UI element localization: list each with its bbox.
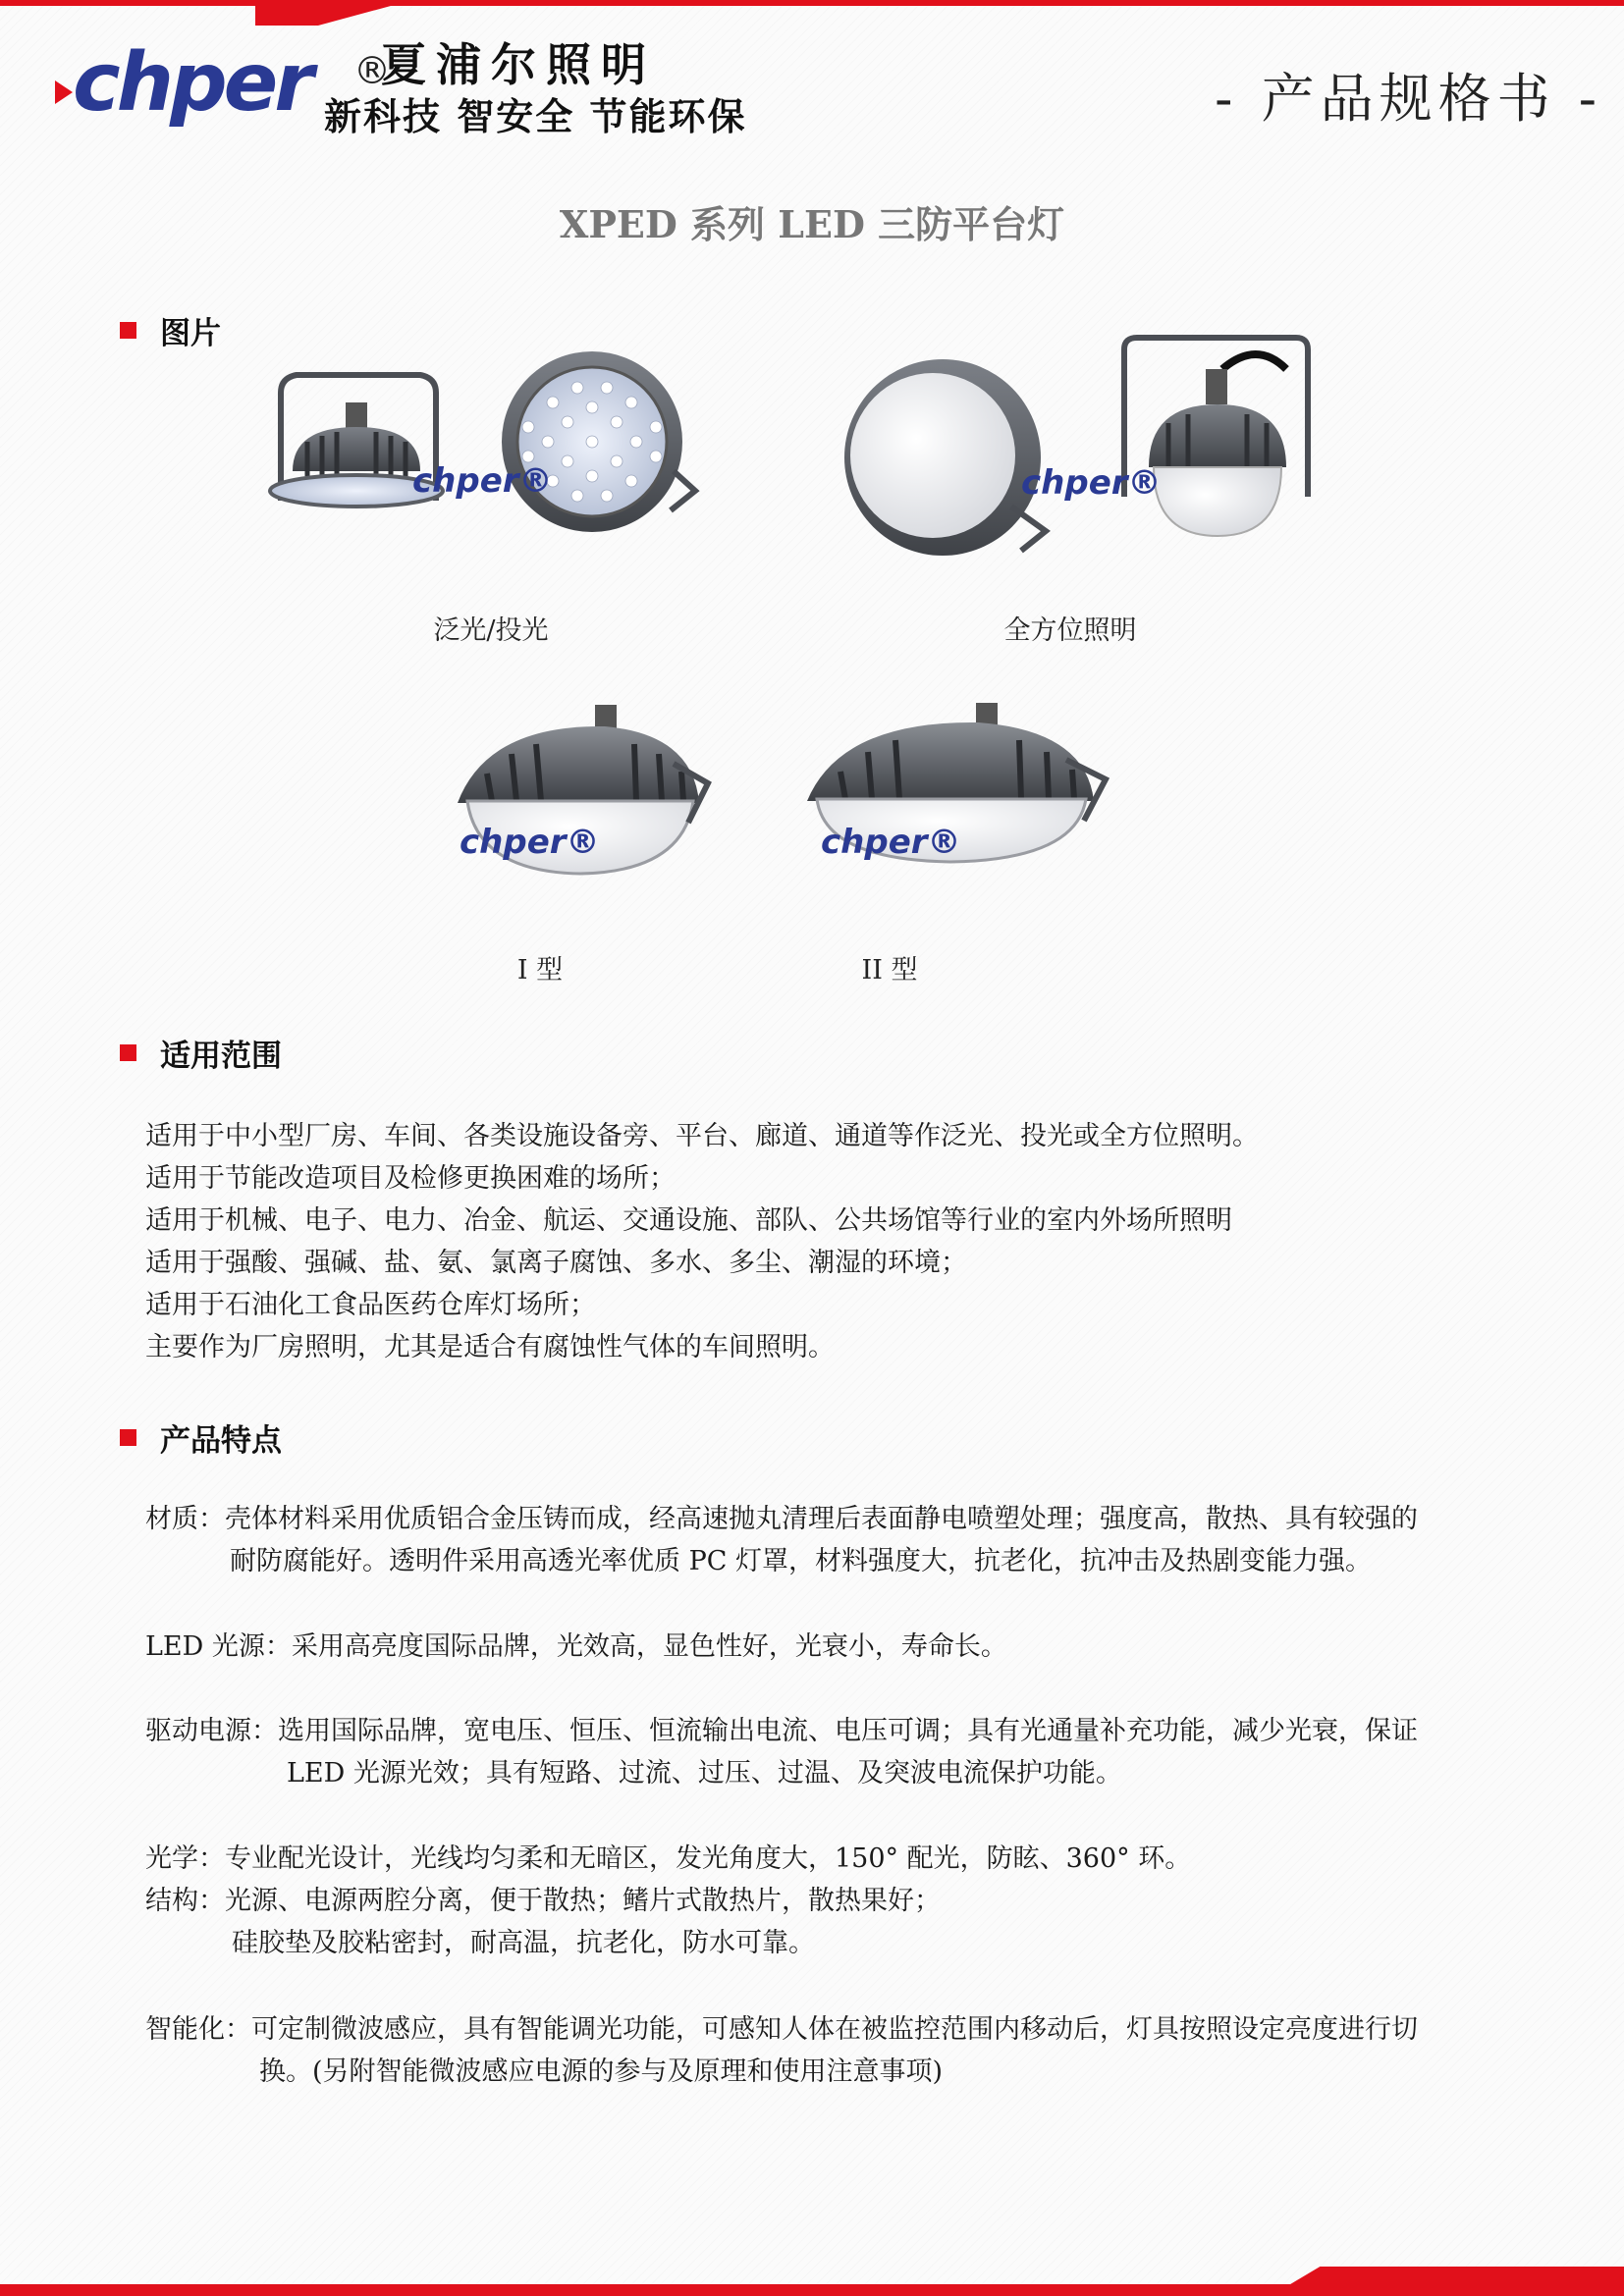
- feature-text: 光源、电源两腔分离，便于散热；鳍片式散热片，散热果好；: [225, 1886, 941, 1916]
- feature-label: 结构：: [145, 1886, 225, 1916]
- document-type-label: - 产品规格书 -: [1215, 68, 1602, 130]
- scope-line: 适用于强酸、强碱、盐、氨、氯离子腐蚀、多水、多尘、潮湿的环境；: [145, 1248, 967, 1278]
- top-accent-bar: [0, 0, 1624, 6]
- brand-name-cn: 夏浦尔照明: [381, 38, 656, 91]
- scope-line: 适用于节能改造项目及检修更换困难的场所；: [145, 1163, 676, 1194]
- feature-smart: [145, 2008, 1510, 2093]
- bullet-square-icon: [120, 1429, 136, 1446]
- watermark-logo: chper®: [412, 461, 553, 501]
- feature-text: 壳体材料采用优质铝合金压铸而成，经高速抛丸清理后表面静电喷塑处理；强度高，散热、具有较强的: [225, 1504, 1418, 1534]
- feature-text: 选用国际品牌，宽电压、恒压、恒流输出电流、电压可调；具有光通量补充功能，减少光衰，保证: [278, 1716, 1418, 1746]
- scope-list: [145, 1115, 1259, 1368]
- feature-label: LED 光源：: [145, 1631, 292, 1662]
- section-heading-text: 适用范围: [160, 1039, 282, 1074]
- bullet-square-icon: [120, 1044, 136, 1061]
- watermark-logo: chper®: [460, 823, 600, 862]
- feature-text-continued: 换。(另附智能微波感应电源的参与及原理和使用注意事项): [259, 2056, 944, 2087]
- feature-driver: [145, 1710, 1510, 1794]
- feature-material: [145, 1498, 1510, 1582]
- feature-structure: [145, 1880, 1510, 1964]
- section-heading-scope: [120, 1031, 282, 1075]
- caption-floodlight: 泛光/投光: [433, 615, 549, 646]
- section-heading-pictures: [120, 308, 221, 352]
- section-heading-text: 产品特点: [160, 1423, 282, 1459]
- caption-all-round: 全方位照明: [1003, 615, 1137, 646]
- scope-line: 适用于中小型厂房、车间、各类设施设备旁、平台、廊道、通道等作泛光、投光或全方位照明。: [145, 1121, 1259, 1151]
- feature-optics: [145, 1838, 1510, 1880]
- section-heading-text: 图片: [160, 316, 221, 351]
- feature-label: 材质：: [145, 1504, 225, 1534]
- feature-text-continued: LED 光源光效；具有短路、过流、过压、过温、及突波电流保护功能。: [287, 1758, 1122, 1789]
- feature-label: 驱动电源：: [145, 1716, 278, 1746]
- feature-led-source: [145, 1626, 1510, 1668]
- section-heading-features: [120, 1415, 282, 1460]
- all-round-light-product-photo: [844, 330, 1335, 565]
- bullet-square-icon: [120, 322, 136, 339]
- scope-line: 适用于机械、电子、电力、冶金、航运、交通设施、部队、公共场馆等行业的室内外场所照明: [145, 1205, 1232, 1236]
- caption-type-i: I 型: [516, 955, 564, 986]
- scope-line: 主要作为厂房照明，尤其是适合有腐蚀性气体的车间照明。: [145, 1332, 835, 1362]
- feature-text-continued: 耐防腐能好。透明件采用高透光率优质 PC 灯罩，材料强度大，抗老化，抗冲击及热剧变能力强。: [230, 1546, 1372, 1576]
- chper-logo-icon: [55, 41, 350, 130]
- logo-wordmark: chper: [73, 41, 310, 130]
- feature-text-continued: 硅胶垫及胶粘密封，耐高温，抗老化，防水可靠。: [232, 1928, 815, 1958]
- type-ii-product-photo: [801, 695, 1111, 891]
- feature-text: 采用高亮度国际品牌，光效高，显色性好，光衰小，寿命长。: [291, 1631, 1007, 1662]
- brand-slogan: 新科技 智安全 节能环保: [324, 94, 747, 138]
- registered-mark: ®: [353, 49, 391, 92]
- feature-label: 光学：: [145, 1843, 225, 1874]
- type-i-product-photo: [448, 695, 713, 891]
- top-accent-wedge: [255, 0, 412, 26]
- feature-text: 专业配光设计，光线均匀柔和无暗区，发光角度大，150° 配光，防眩、360° 环。: [225, 1843, 1192, 1874]
- caption-type-ii: II 型: [861, 955, 918, 986]
- floodlight-product-photo: [263, 334, 715, 550]
- feature-text: 可定制微波感应，具有智能调光功能，可感知人体在被监控范围内移动后，灯具按照设定亮度进行切: [251, 2014, 1418, 2045]
- document-title: XPED 系列 LED 三防平台灯: [559, 202, 1065, 246]
- scope-line: 适用于石油化工食品医药仓库灯场所；: [145, 1290, 596, 1320]
- watermark-logo: chper®: [821, 823, 961, 862]
- watermark-logo: chper®: [1021, 463, 1162, 503]
- bottom-accent-wedge: [1271, 2267, 1624, 2296]
- feature-label: 智能化：: [145, 2014, 251, 2045]
